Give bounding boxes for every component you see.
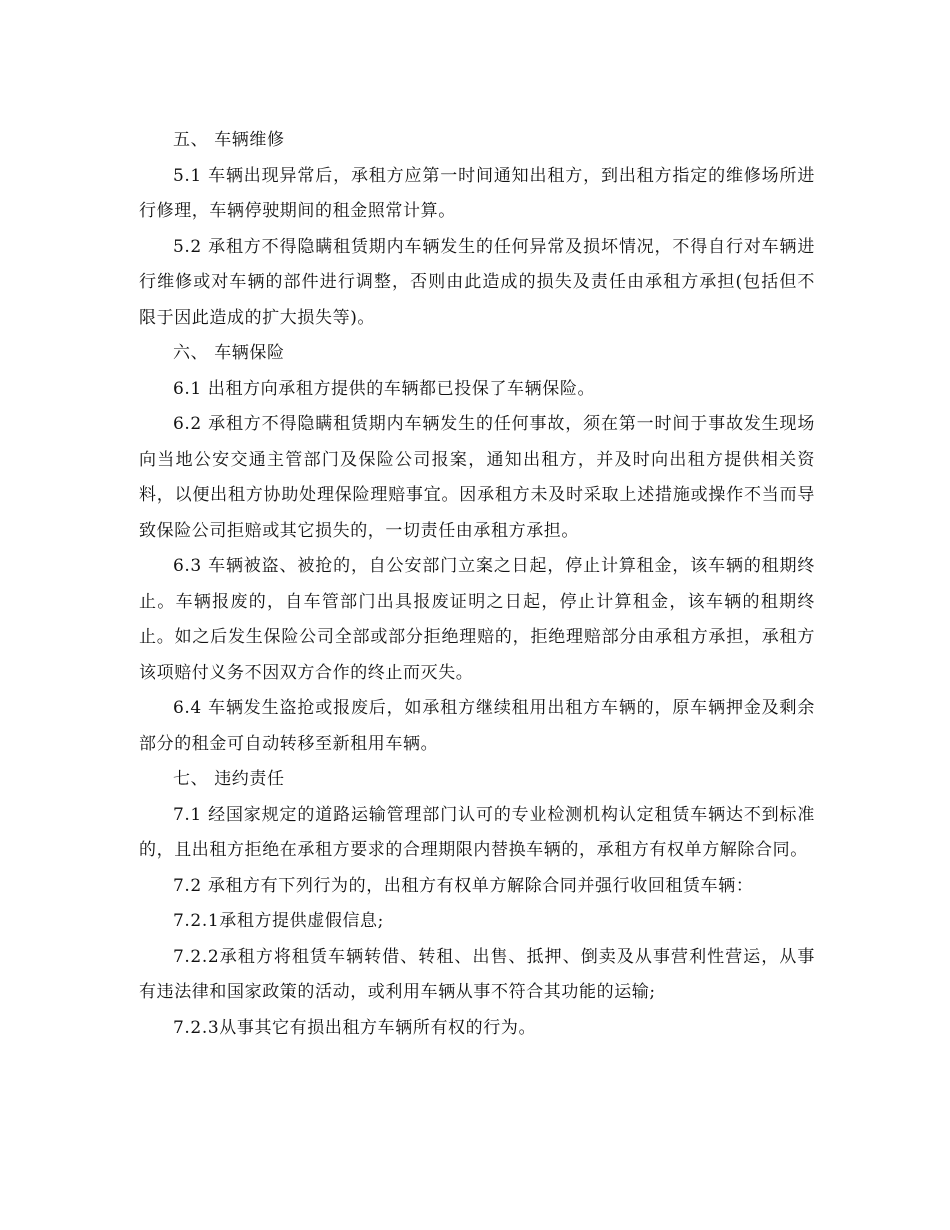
clause-6-2: 6.2 承租方不得隐瞒租赁期内车辆发生的任何事故，须在第一时间于事故发生现场向当地公安交通主管部门及保险公司报案，通知出租方，并及时向出租方提供相关资料，以便出租方协助处理保险理赔事宜。因承租方未及时采取上述措施或操作不当而导致保险公司拒赔或其它损失的，一切责任由承租方承担。 [139,414,815,541]
clause-6-3: 6.3 车辆被盗、被抢的，自公安部门立案之日起，停止计算租金，该车辆的租期终止。车辆报废的，自车管部门出具报废证明之日起，停止计算租金，该车辆的租期终止。如之后发生保险公司全部或部分拒绝理赔的，拒绝理赔部分由承租方承担，承租方该项赔付义务不因双方合作的终止而灭失。 [139,556,815,683]
section-heading-liability-for-breach: 七、 违约责任 [173,769,285,789]
document-page [139,123,815,1046]
clause-6-1: 6.1 出租方向承租方提供的车辆都已投保了车辆保险。 [173,378,596,399]
clause-7-1: 7.1 经国家规定的道路运输管理部门认可的专业检测机构认定租赁车辆达不到标准的，且出租方拒绝在承租方要求的合理期限内替换车辆的，承租方有权单方解除合同。 [139,804,815,860]
clause-7-2-2: 7.2.2承租方将租赁车辆转借、转租、出售、抵押、倒卖及从事营利性营运，从事有违法律和国家政策的活动，或利用车辆从事不符合其功能的运输; [139,946,815,1002]
section-heading-vehicle-insurance: 六、 车辆保险 [173,343,285,363]
clause-7-2-1: 7.2.1承租方提供虚假信息; [173,911,384,931]
clause-7-2-3: 7.2.3从事其它有损出租方车辆所有权的行为。 [173,1017,537,1038]
clause-6-4: 6.4 车辆发生盗抢或报废后，如承租方继续租用出租方车辆的，原车辆押金及剩余部分的租金可自动转移至新租用车辆。 [139,698,815,754]
clause-5-2: 5.2 承租方不得隐瞒租赁期内车辆发生的任何异常及损坏情况，不得自行对车辆进行维修或对车辆的部件进行调整，否则由此造成的损失及责任由承租方承担(包括但不限于因此造成的扩大损失等)。 [139,236,815,328]
section-heading-vehicle-maintenance: 五、 车辆维修 [173,130,285,150]
clause-7-2: 7.2 承租方有下列行为的，出租方有权单方解除合同并强行收回租赁车辆： [173,875,754,896]
clause-5-1: 5.1 车辆出现异常后，承租方应第一时间通知出租方，到出租方指定的维修场所进行修理，车辆停驶期间的租金照常计算。 [139,165,815,221]
